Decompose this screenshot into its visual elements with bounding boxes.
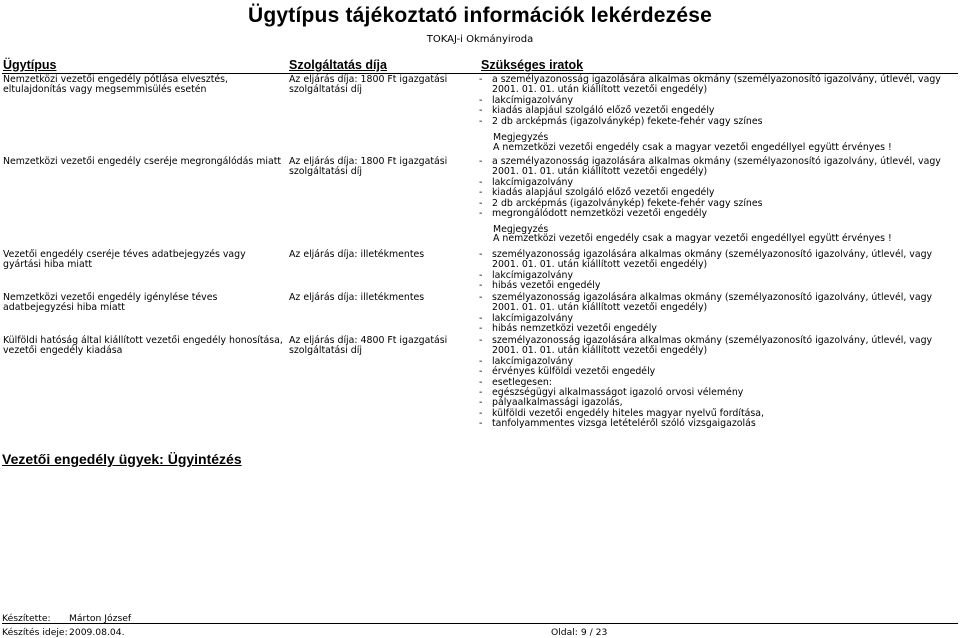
list-item: - 2 db arcképmás (igazolványkép) fekete-fehér vagy színes xyxy=(479,197,763,209)
row-5-docs xyxy=(479,336,959,430)
office-subtitle: TOKAJ-i Okmányiroda xyxy=(426,34,534,45)
list-item: - személyazonosság igazolására alkalmas okmány (személyazonosító igazolvány, útlevél, vagy 2001. 01. 01. után kiállított vezetői engedély) xyxy=(479,335,933,357)
section-heading: Vezetői engedély ügyek: Ügyintézés xyxy=(2,451,242,467)
list-item: - hibás vezetői engedély xyxy=(479,280,601,292)
list-item: - pályaalkalmassági igazolás, xyxy=(479,397,623,409)
row-3-docs xyxy=(479,250,959,292)
footer-date-value: 2009.08.04. xyxy=(69,627,125,638)
list-item: - tanfolyammentes vizsga letételéről szóló vizsgaigazolás xyxy=(479,418,756,430)
footer-author-label: Készítette: xyxy=(2,613,51,624)
row-1-note: A nemzetközi vezetői engedély csak a magyar vezetői engedéllyel együtt érvényes ! xyxy=(493,142,892,153)
list-item: - külföldi vezetői engedély hiteles magyar nyelvű fordítása, xyxy=(479,407,764,419)
page-title: Ügytípus tájékoztató információk lekérdezése xyxy=(248,4,712,27)
row-5-fee: Az eljárás díja: 4800 Ft igazgatási szolgáltatási díj xyxy=(289,335,448,357)
list-item: - egészségügyi alkalmasságot igazoló orvosi vélemény xyxy=(479,387,744,399)
row-5-type: Külföldi hatóság által kiállított vezetői engedély honosítása, vezetői engedély kiadása xyxy=(3,335,283,357)
list-item: - lakcímigazolvány xyxy=(479,355,574,367)
row-2-type: Nemzetközi vezetői engedély cseréje megrongálódás miatt xyxy=(3,156,282,167)
column-header-docs: Szükséges iratok xyxy=(481,58,584,72)
list-item: - a személyazonosság igazolására alkalmas okmány (személyazonosító igazolvány, útlevél, vagy 2001. 01. 01. után kiállított vezetői engedély) xyxy=(479,156,941,178)
footer-date-label: Készítés ideje: xyxy=(2,627,68,638)
footer-divider xyxy=(2,623,958,624)
list-item: - érvényes külföldi vezetői engedély xyxy=(479,366,656,378)
row-2-note: A nemzetközi vezetői engedély csak a magyar vezetői engedéllyel együtt érvényes ! xyxy=(493,233,892,244)
list-item: - megrongálódott nemzetközi vezetői engedély xyxy=(479,208,708,220)
row-4-type: Nemzetközi vezetői engedély igénylése téves adatbejegyzési hiba miatt xyxy=(3,292,218,314)
list-item: - 2 db arcképmás (igazolványkép) fekete-fehér vagy színes xyxy=(479,115,763,127)
column-header-fee: Szolgáltatás díja xyxy=(289,58,387,72)
row-4-fee: Az eljárás díja: illetékmentes xyxy=(289,292,425,303)
page-number: Oldal: 9 / 23 xyxy=(551,627,608,638)
row-1-docs xyxy=(479,75,959,127)
list-item: - lakcímigazolvány xyxy=(479,176,574,188)
footer-date xyxy=(2,627,125,638)
list-item: - esetlegesen: xyxy=(479,376,552,388)
list-item: - lakcímigazolvány xyxy=(479,269,574,281)
list-item: - személyazonosság igazolására alkalmas okmány (személyazonosító igazolvány, útlevél, vagy 2001. 01. 01. után kiállított vezetői engedély) xyxy=(479,292,933,314)
row-1-type: Nemzetközi vezetői engedély pótlása elvesztés, eltulajdonítás vagy megsemmisülés esetén xyxy=(3,74,229,96)
column-header-type: Ügytípus xyxy=(3,58,57,72)
row-4-docs xyxy=(479,293,959,335)
list-item: - kiadás alapjául szolgáló előző vezetői engedély xyxy=(479,187,715,199)
row-2-note-label: Megjegyzés xyxy=(493,224,549,235)
list-item: - a személyazonosság igazolására alkalmas okmány (személyazonosító igazolvány, útlevél, vagy 2001. 01. 01. után kiállított vezetői engedély) xyxy=(479,74,941,96)
list-item: - kiadás alapjául szolgáló előző vezetői engedély xyxy=(479,105,715,117)
row-3-fee: Az eljárás díja: illetékmentes xyxy=(289,249,425,260)
row-2-fee: Az eljárás díja: 1800 Ft igazgatási szolgáltatási díj xyxy=(289,156,448,178)
row-1-note-label: Megjegyzés xyxy=(493,132,549,143)
list-item: - lakcímigazolvány xyxy=(479,312,574,324)
footer-author-value: Márton József xyxy=(69,613,132,624)
list-item: - személyazonosság igazolására alkalmas okmány (személyazonosító igazolvány, útlevél, vagy 2001. 01. 01. után kiállított vezetői engedély) xyxy=(479,249,933,271)
row-3-type: Vezetői engedély cseréje téves adatbejegyzés vagy gyártási hiba miatt xyxy=(3,249,246,271)
list-item: - lakcímigazolvány xyxy=(479,94,574,106)
row-1-fee: Az eljárás díja: 1800 Ft igazgatási szolgáltatási díj xyxy=(289,74,448,96)
list-item: - hibás nemzetközi vezetői engedély xyxy=(479,323,657,335)
row-2-docs xyxy=(479,157,959,219)
